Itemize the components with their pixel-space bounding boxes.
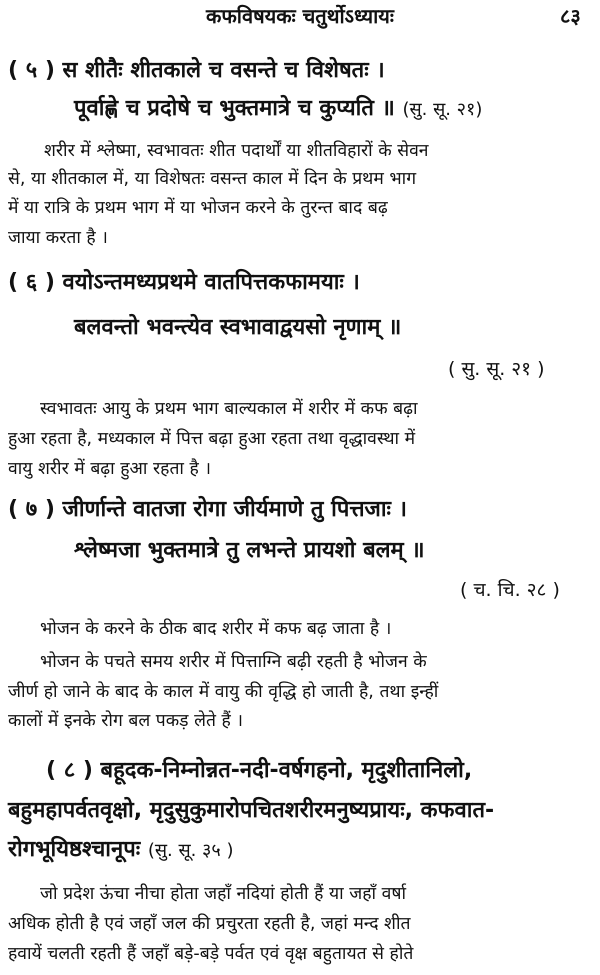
verse-8-line-3-text: रोगभूयिष्ठश्चानूपः (8, 837, 141, 862)
prose-7-line-1: भोजन के करने के ठीक बाद शरीर में कफ बढ़ जाता है । (40, 619, 392, 639)
citation-7: ( च. चि. २८ ) (460, 579, 560, 601)
citation-8: (सु. सू. ३५ ) (147, 840, 234, 861)
verse-6-line-1: ( ६ ) वयोऽन्तमध्यप्रथमे वातपित्तकफामयाः । (8, 270, 360, 295)
page-number: ८३ (560, 4, 581, 28)
verse-5-line-2 (74, 98, 482, 120)
verse-8-line-2: बहुमहापर्वतवृक्षो, मृदुसुकुमारोपचितशरीरमनुष्यप्रायः, कफवात- (8, 798, 495, 823)
verse-7-line-2: श्लेष्मजा भुक्तमात्रे तु लभन्ते प्रायशो बलम् ॥ (74, 538, 425, 563)
prose-7-line-4: कालों में इनके रोग बल पकड़ लेते हैं । (8, 711, 243, 731)
verse-8-line-3 (8, 839, 234, 861)
verse-5-line-1: ( ५ ) स शीतैः शीतकाले च वसन्ते च विशेषतः । (8, 58, 385, 83)
prose-7-line-3: जीर्ण हो जाने के बाद के काल में वायु की वृद्धि हो जाती है, तथा इन्हीं (8, 682, 439, 702)
citation-5: (सु. सू. २१) (402, 99, 483, 120)
citation-6: ( सु. सू. २१ ) (448, 358, 545, 380)
prose-5-line-2: से, या शीतकाल में, या विशेषतः वसन्त काल में दिन के प्रथम भाग (8, 169, 417, 189)
prose-8-line-1: जो प्रदेश ऊंचा नीचा होता जहाँ नदियां होती हैं या जहाँ वर्षा (40, 884, 406, 904)
prose-7-line-2: भोजन के पचते समय शरीर में पित्ताग्नि बढ़ी रहती है भोजन के (40, 652, 427, 672)
chapter-title: कफविषयकः चतुर्थोऽध्यायः (206, 4, 394, 28)
prose-8-line-3: हवायें चलती रहती हैं जहाँ बड़े-बड़े पर्वत एवं वृक्ष बहुतायत से होते (8, 944, 414, 964)
prose-5-line-4: जाया करता है । (8, 228, 108, 248)
verse-5-line-2-text: पूर्वाह्णे च प्रदोषे च भुक्तमात्रे च कुप्यति ॥ (74, 96, 395, 121)
prose-6-line-1: स्वभावतः आयु के प्रथम भाग बाल्यकाल में शरीर में कफ बढ़ा (40, 399, 418, 419)
verse-8-line-1: ( ८ ) बहूदक-निम्नोन्नत-नदी-वर्षगहनो, मृदुशीतानिलो, (46, 758, 473, 783)
prose-6-line-3: वायु शरीर में बढ़ा हुआ रहता है । (8, 459, 212, 479)
prose-5-line-3: में या रात्रि के प्रथम भाग में या भोजन करने के तुरन्त बाद बढ़ (8, 198, 388, 218)
verse-7-line-1: ( ७ ) जीर्णान्ते वातजा रोगा जीर्यमाणे तु पित्तजाः । (8, 497, 407, 522)
prose-8-line-2: अधिक होती है एवं जहाँ जल की प्रचुरता रहती है, जहां मन्द शीत (8, 914, 411, 934)
verse-6-line-2: बलवन्तो भवन्त्येव स्वभावाद्वयसो नृणाम् ॥ (74, 315, 402, 340)
prose-6-line-2: हुआ रहता है, मध्यकाल में पित्त बढ़ा हुआ रहता तथा वृद्धावस्था में (8, 429, 416, 449)
prose-5-line-1: शरीर में श्लेष्मा, स्वभावतः शीत पदार्थों या शीतविहारों के सेवन (44, 141, 429, 161)
